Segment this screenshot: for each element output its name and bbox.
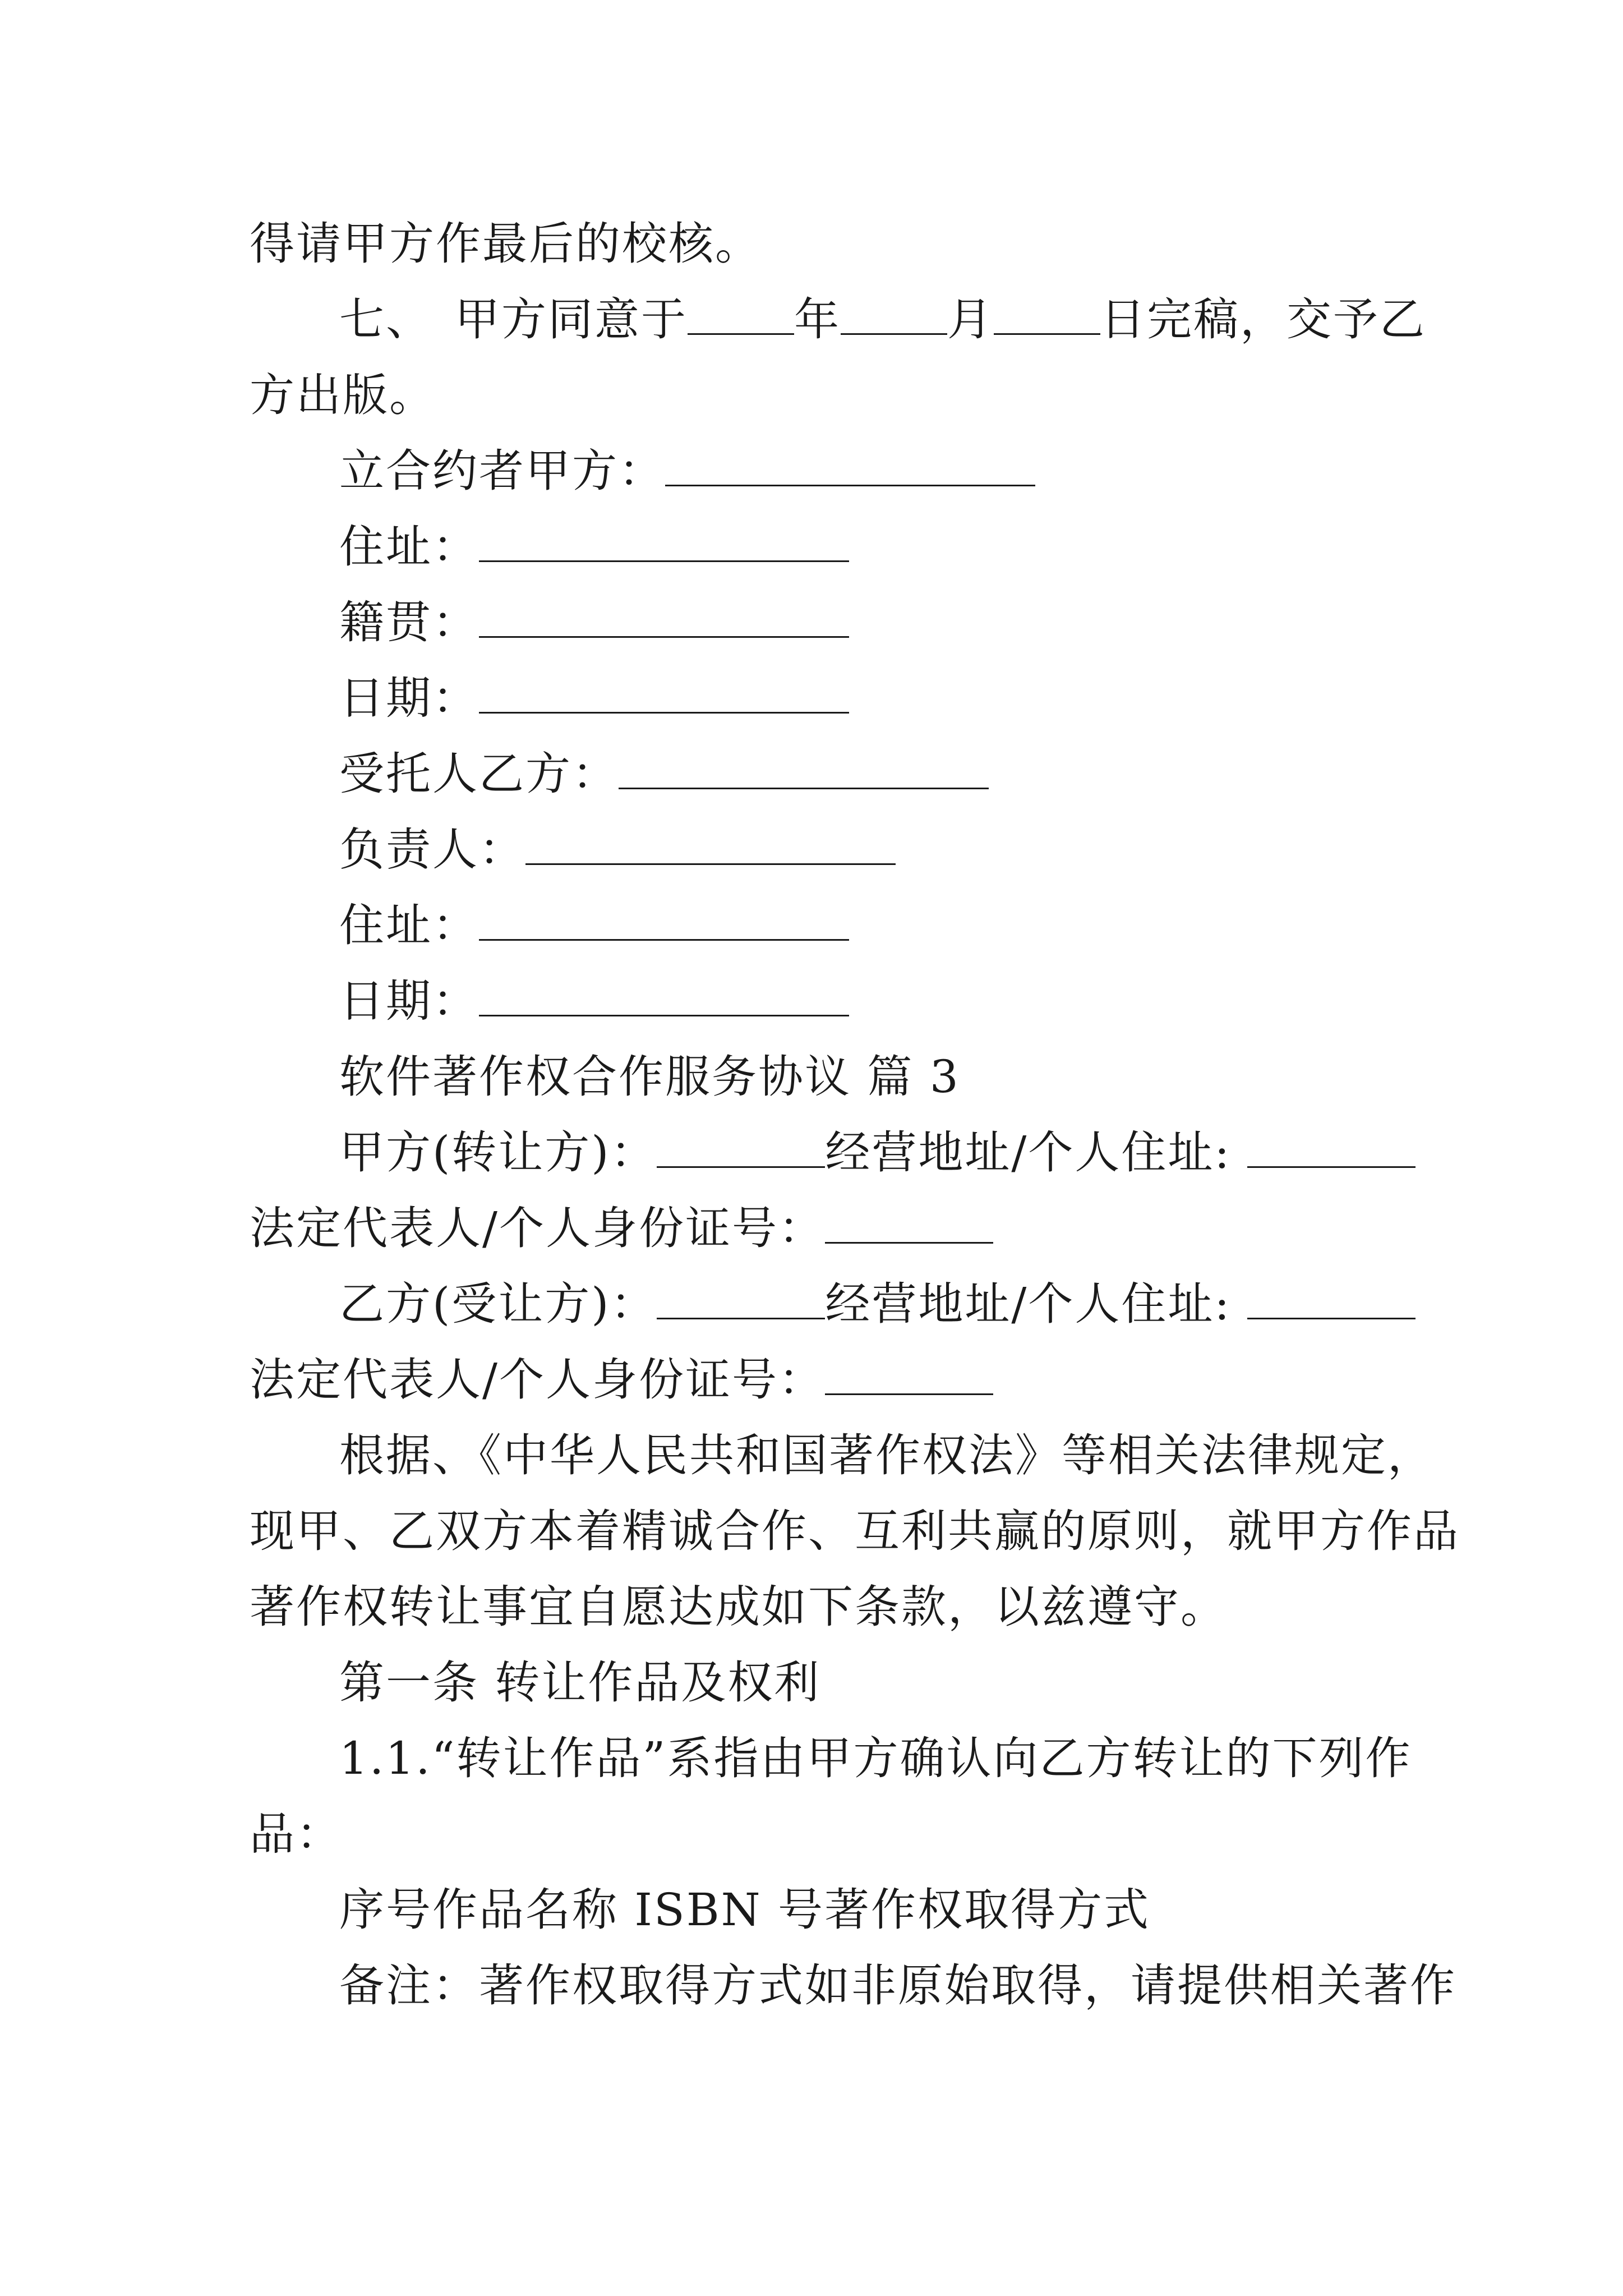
party-a-blank	[665, 445, 1035, 486]
paragraph-text: 得请甲方作最后的校核。	[250, 218, 762, 270]
date-blank	[479, 673, 849, 714]
completion-date-clause	[339, 292, 1426, 348]
date-b-blank	[479, 976, 849, 1016]
article-title: 第一条 转让作品及权利	[339, 1657, 821, 1709]
paragraph-text: 品：	[250, 1808, 343, 1860]
signature-line-date	[339, 670, 1388, 726]
year-blank	[688, 294, 794, 335]
transferor-id-blank	[825, 1203, 993, 1244]
party-b-info-line	[339, 1276, 1388, 1332]
field-label: 法定代表人/个人身份证号：	[250, 1202, 825, 1254]
year-label: 年	[794, 293, 841, 346]
text-line	[250, 1806, 1388, 1862]
address-b-blank	[479, 900, 849, 941]
text-line	[339, 1731, 1412, 1787]
transferee-id-blank	[825, 1354, 993, 1395]
signature-line-party-a	[339, 443, 1388, 499]
paragraph-text: 根据、《中华人民共和国著作权法》等相关法律规定，	[339, 1429, 1434, 1481]
address-blank	[479, 521, 849, 562]
paragraph-text: 1.1.“转让作品”系指由甲方确认向乙方转让的下列作	[339, 1732, 1412, 1784]
paragraph-text: 著作权转让事宜自愿达成如下条款，以兹遵守。	[250, 1581, 1227, 1633]
field-label: 日期：	[339, 672, 479, 724]
text-line	[250, 367, 1388, 424]
field-label: 日期：	[339, 975, 479, 1027]
field-label: 籍贯：	[339, 596, 479, 648]
field-label: 经营地址/个人住址:	[825, 1278, 1247, 1330]
section-title: 软件著作权合作服务协议 篇 3	[339, 1051, 960, 1103]
signature-line-address	[339, 519, 1388, 575]
field-label: 乙方(受让方)：	[339, 1278, 657, 1330]
month-label: 月	[947, 293, 994, 346]
transferee-blank	[657, 1278, 825, 1319]
paragraph-text: 甲方同意于	[455, 293, 688, 346]
article-heading	[339, 1655, 1388, 1711]
field-label: 住址：	[339, 521, 479, 573]
origin-blank	[479, 597, 849, 638]
transferor-blank	[657, 1127, 825, 1168]
field-label: 甲方(转让方)：	[339, 1126, 657, 1179]
text-line	[339, 1428, 1434, 1484]
signature-line-address-b	[339, 898, 1388, 954]
month-blank	[841, 294, 947, 335]
transferor-address-blank	[1247, 1127, 1415, 1168]
day-blank	[994, 294, 1100, 335]
field-label: 受托人乙方：	[339, 748, 619, 800]
party-b-id-line	[250, 1352, 1388, 1408]
field-label: 住址：	[339, 899, 479, 951]
party-a-info-line	[339, 1125, 1388, 1181]
text-line	[250, 1503, 1460, 1559]
section-heading	[339, 1049, 1388, 1105]
clause-number: 七、	[339, 293, 432, 346]
field-label: 立合约者甲方：	[339, 445, 665, 497]
text-line	[250, 1579, 1388, 1635]
field-label: 负责人：	[339, 823, 525, 876]
transferee-address-blank	[1247, 1278, 1415, 1319]
note-text: 备注：著作权取得方式如非原始取得，请提供相关著作	[339, 1959, 1456, 2012]
paragraph-text: 现甲、乙双方本着精诚合作、互利共赢的原则，就甲方作品	[250, 1505, 1460, 1557]
table-header-line	[339, 1882, 1388, 1938]
signature-line-origin	[339, 595, 1388, 651]
signature-line-date-b	[339, 973, 1388, 1029]
field-label: 经营地址/个人住址:	[825, 1126, 1247, 1179]
text-line	[250, 216, 1388, 272]
paragraph-text: 日完稿，交予乙	[1100, 293, 1426, 346]
note-line	[339, 1958, 1456, 2014]
table-header-text: 序号作品名称 ISBN 号著作权取得方式	[339, 1884, 1151, 1936]
responsible-blank	[525, 824, 896, 865]
party-b-blank	[619, 748, 989, 789]
paragraph-text: 方出版。	[250, 369, 436, 421]
signature-line-responsible	[339, 822, 1388, 878]
field-label: 法定代表人/个人身份证号：	[250, 1354, 825, 1406]
party-a-id-line	[250, 1200, 1388, 1257]
signature-line-party-b	[339, 746, 1388, 802]
